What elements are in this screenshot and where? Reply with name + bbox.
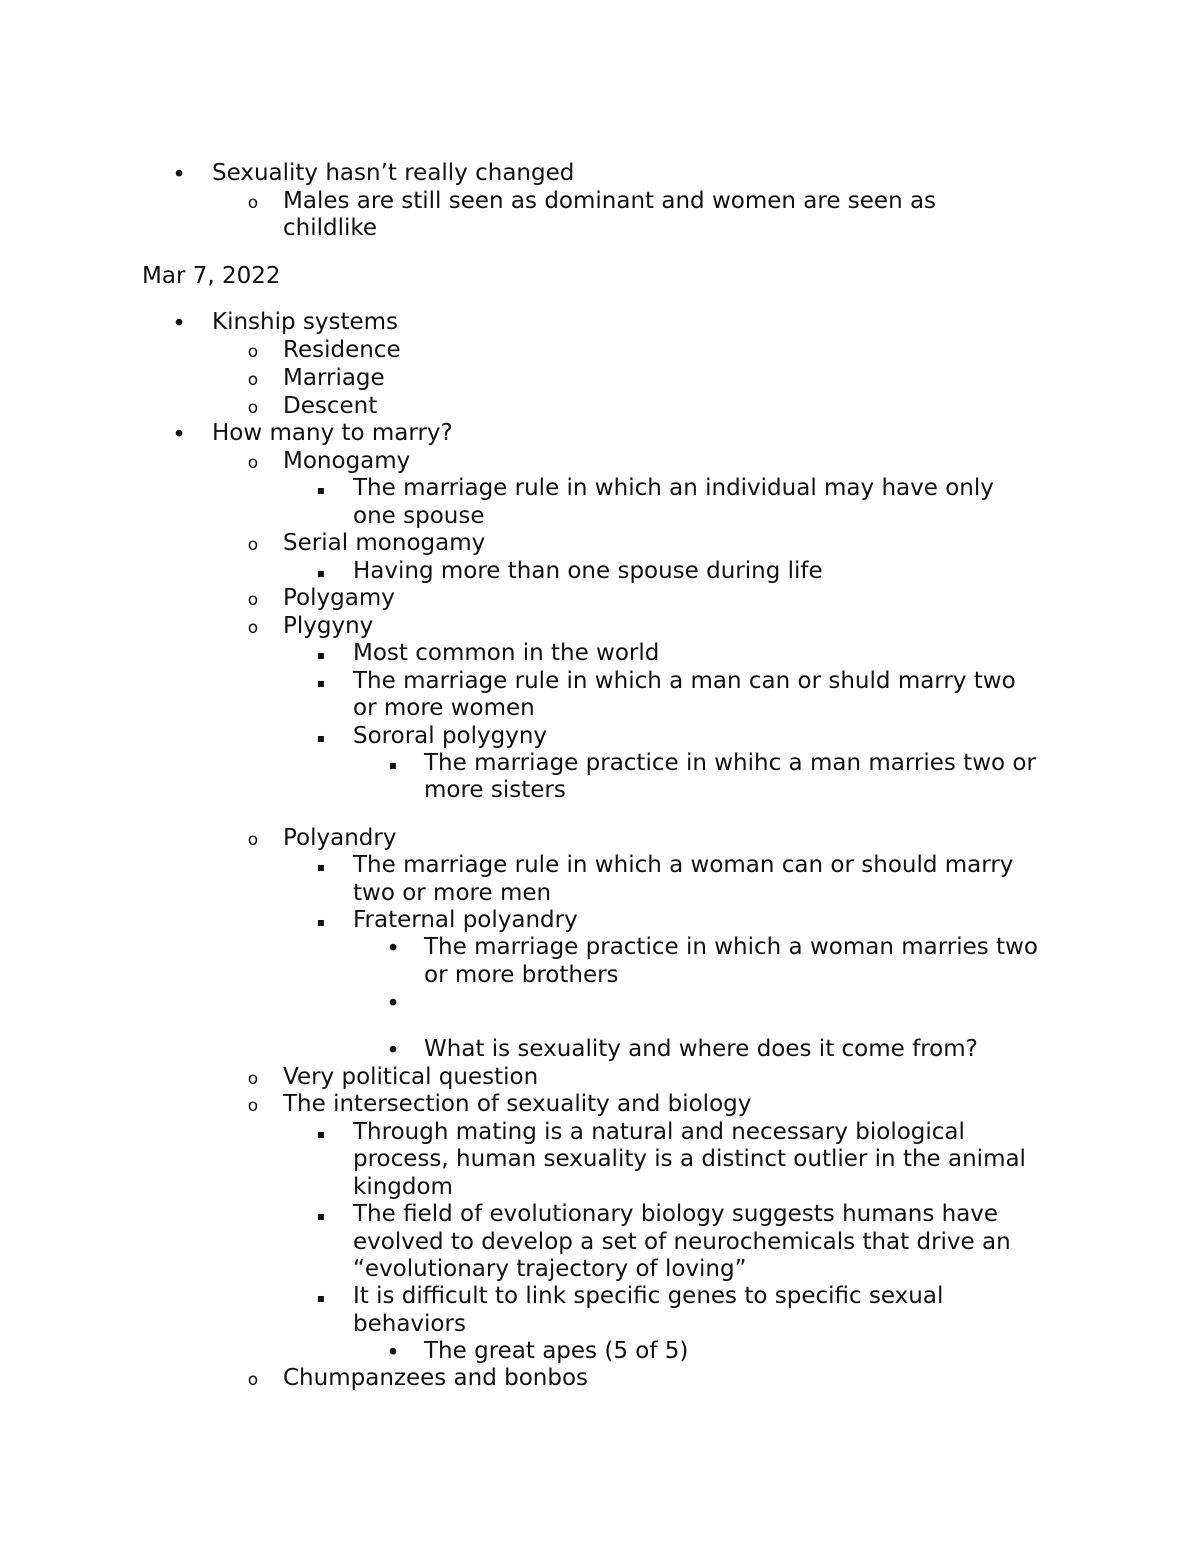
bullet-23 [311,854,331,881]
text-line: Kinship systems [212,309,399,335]
text-line: Polyandry [283,825,397,851]
text-line: or more women [353,695,535,721]
text-line: The great apes (5 of 5) [424,1338,689,1364]
text-line: It is difficult to link specific genes to specific sexual [353,1283,944,1309]
text-line: Sexuality hasn’t really changed [212,160,575,186]
text-line: “evolutionary trajectory of loving” [353,1256,747,1282]
text-line: The marriage rule in which an individual may have only [353,475,994,501]
text-line: What is sexuality and where does it come from? [424,1036,978,1062]
bullet-14 [243,587,263,614]
bullet-1 [243,190,263,217]
bullet-25 [311,909,331,936]
text-line: The marriage practice in whihc a man marries two or [424,750,1036,776]
bullet-22 [243,827,263,854]
bullet-38 [311,1285,331,1312]
bullet-31 [243,1093,263,1120]
bullet-12 [243,532,263,559]
bullet-26 [383,936,403,963]
text-line: Very political question [283,1064,539,1090]
bullet-30 [243,1066,263,1093]
bullet-13 [311,560,331,587]
text-line: Monogamy [283,448,411,474]
text-line: The marriage rule in which a woman can or should marry [353,852,1014,878]
text-line: Polygamy [283,585,395,611]
date-heading: Mar 7, 2022 [142,263,281,289]
text-line: evolved to develop a set of neurochemicals that drive an [353,1229,1011,1255]
bullet-10 [311,477,331,504]
bullet-7 [243,395,263,422]
text-line: Sororal polygyny [353,723,548,749]
bullet-0 [169,162,189,189]
bullet-17 [311,670,331,697]
text-line: kingdom [353,1174,453,1200]
text-line: childlike [283,215,378,241]
text-line: The intersection of sexuality and biology [283,1091,752,1117]
text-line: process, human sexuality is a distinct outlier in the animal [353,1146,1026,1172]
bullet-35 [311,1203,331,1230]
text-line: Males are still seen as dominant and women are seen as [283,188,937,214]
text-line: The marriage rule in which a man can or shuld marry two [353,668,1016,694]
text-line: How many to marry? [212,420,453,446]
bullet-5 [243,339,263,366]
text-line: Serial monogamy [283,530,486,556]
bullet-19 [311,725,331,752]
bullet-8 [169,422,189,449]
bullet-29 [383,1038,403,1065]
bullet-4 [169,311,189,338]
bullet-6 [243,367,263,394]
text-line: two or more men [353,880,552,906]
text-line: Residence [283,337,401,363]
text-line: Having more than one spouse during life [353,558,823,584]
text-line: or more brothers [424,962,619,988]
text-line: Most common in the world [353,640,660,666]
bullet-28 [383,991,403,1018]
text-line: The marriage practice in which a woman marries two [424,934,1038,960]
text-line: one spouse [353,503,485,529]
bullet-16 [311,642,331,669]
text-line: Through mating is a natural and necessary biological [353,1119,965,1145]
bullet-41 [243,1367,263,1394]
text-line: Chumpanzees and bonbos [283,1365,589,1391]
bullet-15 [243,615,263,642]
text-line: The field of evolutionary biology suggests humans have [353,1201,999,1227]
bullet-32 [311,1121,331,1148]
text-line: Plygyny [283,613,374,639]
text-line: Descent [283,393,378,419]
bullet-9 [243,450,263,477]
bullet-20 [383,752,403,779]
text-line: Marriage [283,365,385,391]
text-line: Fraternal polyandry [353,907,578,933]
text-line: more sisters [424,777,566,803]
bullet-40 [383,1340,403,1367]
text-line: behaviors [353,1311,466,1337]
